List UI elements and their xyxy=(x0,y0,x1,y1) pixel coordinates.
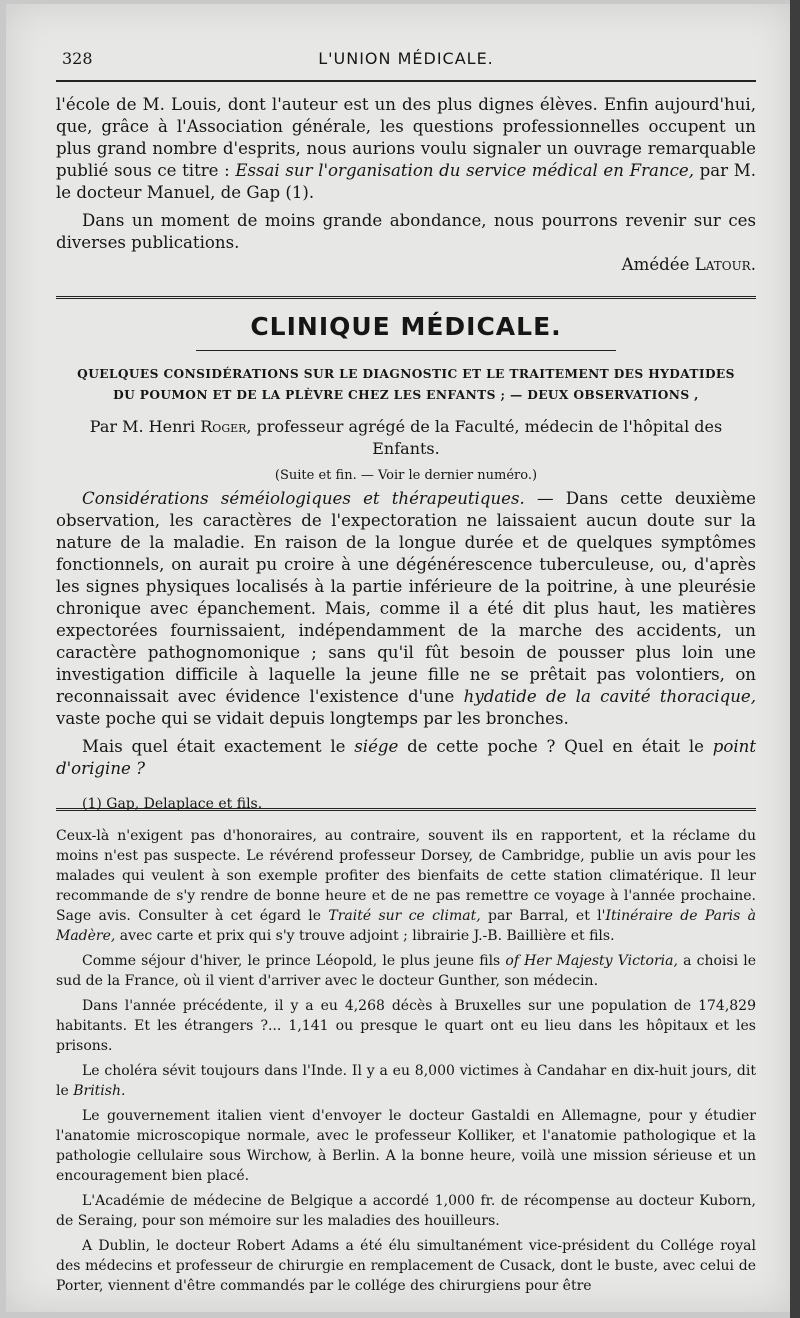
author-post: , professeur agrégé de la Faculté, médecin de l'hôpital des Enfants. xyxy=(246,417,723,458)
body-lead: Considérations séméiologiques et thérapeutiques. xyxy=(82,489,525,508)
continuation-note: (Suite et fin. — Voir le dernier numéro.) xyxy=(274,468,538,483)
n1-a: Ceux-là n'exigent pas d'honoraires, au contraire, souvent ils en rapportent, et la réclame du moins n'est pas suspecte. Le révérend professeur Dorsey, de Cambridge, publie un avis pour les malades qui veulent à son exemple profiter des bienfaits de cette station climatérique. Il leur recommande de s'y rendre de bonne heure et de ne pas remettre ce voyage à l'année prochaine. Sage avis. Consulter à cet égard le xyxy=(56,828,756,924)
page-number: 328 xyxy=(62,49,93,68)
n2-i: of Her Majesty Victoria, xyxy=(505,953,678,969)
news-section xyxy=(56,826,756,1296)
signature-last: Latour. xyxy=(694,255,756,274)
body-paragraph-2 xyxy=(56,736,756,780)
n1-i1: Traité sur ce climat, xyxy=(328,908,481,924)
book-edge xyxy=(790,0,800,1318)
article-author xyxy=(56,416,756,460)
article-body xyxy=(56,488,756,812)
section-rule xyxy=(56,296,756,302)
title-underline xyxy=(196,350,616,351)
article-header xyxy=(56,364,756,483)
body-paragraph-1 xyxy=(56,488,756,730)
intro-book-title: Essai sur l'organisation du service médical en France, xyxy=(235,161,694,180)
footnote: (1) Gap, Delaplace et fils. xyxy=(82,796,263,812)
body-italic: hydatide de la cavité thoracique, xyxy=(463,687,757,706)
n4-a: Le choléra sévit toujours dans l'Inde. Il y a eu 8,000 victimes à Candahar en dix-huit jours, dit le xyxy=(56,1063,756,1099)
intro-text-a: l'école de M. Louis, dont l'auteur est un des plus dignes élèves. Enfin aujourd'hui, que, grâce à l'Association générale, les questions professionnelles occupent un plus grand nombre d'esprits, nous aurions voulu signaler un ouvrage remarquable publié sous ce titre : xyxy=(56,95,756,180)
news-item-3: Dans l'année précédente, il y a eu 4,268 décès à Bruxelles sur une population de 174,829 habitants. Et les étrangers ?... 1,141 ou presque le quart ont eu lieu dans les hôpitaux et les prisons. xyxy=(56,998,756,1054)
body-text-a: — Dans cette deuxième observation, les caractères de l'expectoration ne laissaient aucun doute sur la nature de la maladie. En raison de la longue durée et de quelques symptômes fonctionnels, on aurait pu croire à une dégénérescence tuberculeuse, ou, d'après les signes physiques localisés à la partie inférieure de la poitrine, à une pleurésie chronique avec épanchement. Mais, comme il a été dit plus haut, les matières expectorées fournissaient, indépendamment de la marche des accidents, un caractère pathognomonique ; sans qu'il fût besoin de pousser plus loin une investigation difficile à laquelle la jeune fille ne se prêtait pas volontiers, on reconnaissait avec évidence l'existence d'une xyxy=(56,489,756,706)
body2-i2: point d'origine ? xyxy=(56,737,756,778)
n1-i2: Itinéraire de Paris à Madère, xyxy=(56,908,756,944)
author-pre: Par M. Henri xyxy=(89,417,201,436)
signature-first: Amédée xyxy=(621,255,695,274)
n2-b: a choisi le sud de la France, où il vient d'arriver avec le docteur Gunther, son médecin. xyxy=(56,953,756,989)
body-text-b: vaste poche qui se vidait depuis longtemps par les bronches. xyxy=(56,709,569,728)
body2-i1: siége xyxy=(354,737,399,756)
news-item-6: L'Académie de médecine de Belgique a accordé 1,000 fr. de récompense au docteur Kuborn, de Seraing, pour son mémoire sur les maladies des houilleurs. xyxy=(56,1193,756,1229)
intro-paragraph-2: Dans un moment de moins grande abondance, nous pourrons revenir sur ces diverses publications. xyxy=(56,211,756,252)
n4-i: British. xyxy=(73,1083,126,1099)
intro-paragraph xyxy=(56,94,756,204)
news-item-5: Le gouvernement italien vient d'envoyer le docteur Gastaldi en Allemagne, pour y étudier l'anatomie microscopique normale, avec le professeur Kolliker, et l'anatomie pathologique et la pathologie cellulaire sous Wirchow, à Berlin. A la bonne heure, voilà une mission sérieuse et un encouragement bien placé. xyxy=(56,1108,756,1184)
feuilleton-rule xyxy=(56,808,756,814)
body2-b: de cette poche ? Quel en était le xyxy=(398,737,713,756)
signature xyxy=(56,254,756,276)
news-item-2 xyxy=(56,951,756,991)
header-rule xyxy=(56,80,756,82)
article-subtitle-1: QUELQUES CONSIDÉRATIONS SUR LE DIAGNOSTIC ET LE TRAITEMENT DES HYDATIDES xyxy=(77,367,735,381)
body2-a: Mais quel était exactement le xyxy=(82,737,355,756)
article-subtitle-2: DU POUMON ET DE LA PLÈVRE CHEZ LES ENFANTS ; — DEUX OBSERVATIONS , xyxy=(113,388,699,402)
n1-b: par Barral, et l' xyxy=(480,908,606,924)
running-title: L'UNION MÉDICALE. xyxy=(318,49,494,68)
n1-c: avec carte et prix qui s'y trouve adjoint ; librairie J.-B. Baillière et fils. xyxy=(115,928,615,944)
news-item-4 xyxy=(56,1061,756,1101)
news-item-7: A Dublin, le docteur Robert Adams a été élu simultanément vice-président du Collége royal des médecins et professeur de chirurgie en remplacement de Cusack, dont le buste, avec celui de Porter, viennent d'être commandés par le collége des chirurgiens pour être xyxy=(56,1238,756,1294)
section-heading xyxy=(56,312,756,341)
intro-text-b: par M. le docteur Manuel, de Gap (1). xyxy=(56,161,756,202)
news-item-1 xyxy=(56,826,756,946)
intro-section xyxy=(56,94,756,276)
author-name: Roger xyxy=(200,417,247,436)
section-title: CLINIQUE MÉDICALE. xyxy=(250,312,562,341)
page-header xyxy=(56,46,756,76)
n2-a: Comme séjour d'hiver, le prince Léopold, le plus jeune fils xyxy=(82,953,506,969)
